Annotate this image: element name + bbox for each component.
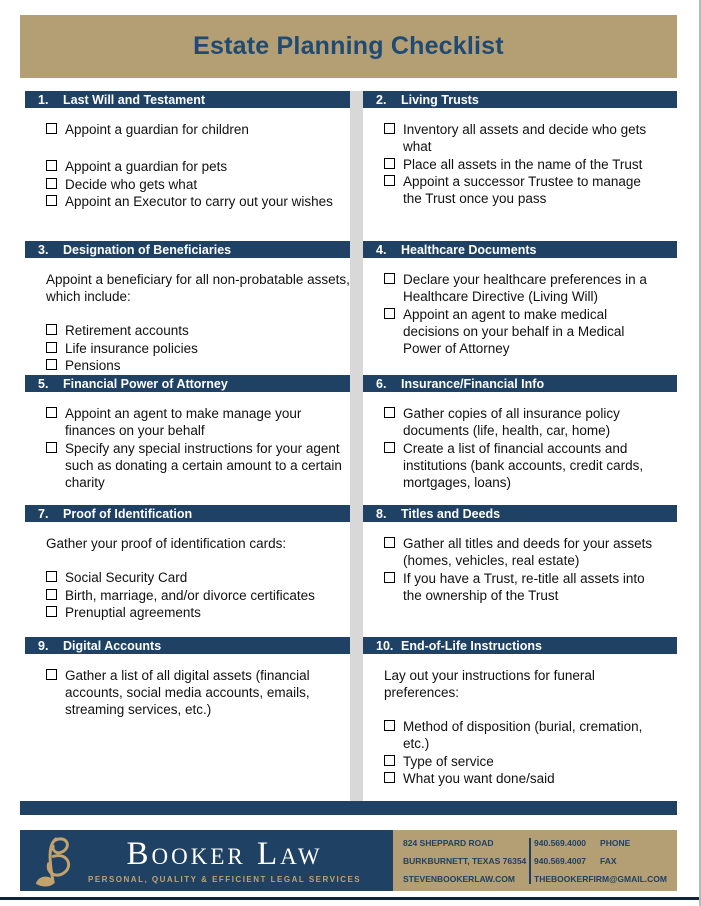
section-healthcare-documents — [363, 241, 677, 375]
footer-separator-bar — [20, 801, 677, 815]
section-title: Last Will and Testament — [63, 92, 206, 107]
checkbox[interactable] — [384, 407, 395, 418]
section-header — [25, 241, 350, 258]
checklist-item-text: Appoint a guardian for children — [65, 122, 249, 137]
section-title: Titles and Deeds — [401, 506, 501, 521]
checklist-item — [46, 340, 350, 357]
brand-tagline: PERSONAL, QUALITY & EFFICIENT LEGAL SERVICES — [88, 874, 362, 884]
section-number: 2. — [376, 92, 387, 107]
checkbox[interactable] — [46, 407, 57, 418]
checkbox[interactable] — [384, 772, 395, 783]
checklist-item-text: What you want done/said — [403, 771, 555, 786]
address-line-1: 824 SHEPPARD ROAD — [403, 837, 494, 848]
checkbox[interactable] — [46, 359, 57, 370]
section-living-trusts — [363, 91, 677, 241]
checklist-item — [46, 405, 350, 439]
checklist-item — [384, 156, 663, 173]
checklist-item — [46, 604, 350, 621]
checklist-item-text: Appoint an agent to make medical decisions on your behalf in a Medical Power of Attorney — [403, 306, 625, 356]
checkbox[interactable] — [46, 589, 57, 600]
checklist-item — [384, 306, 663, 357]
section-digital-accounts — [25, 637, 350, 801]
checklist-item-text: Pensions — [65, 358, 121, 373]
checkbox[interactable] — [46, 195, 57, 206]
checklist-item-text: Prenuptial agreements — [65, 605, 201, 620]
checklist-item-text: Decide who gets what — [65, 176, 198, 192]
checklist-item — [384, 570, 663, 604]
section-number: 7. — [38, 506, 49, 521]
section-intro: Gather your proof of identification cards: — [46, 536, 287, 551]
checklist-item-text: Create a list of financial accounts and institutions (bank accounts, credit cards, mortgages, loans) — [403, 440, 644, 490]
checkbox[interactable] — [46, 123, 57, 134]
checklist-item-text: Method of disposition (burial, cremation, etc.) — [403, 719, 643, 751]
footer-phone-column — [534, 834, 667, 888]
section-number: 9. — [38, 638, 49, 653]
checklist-item — [46, 121, 350, 138]
section-number: 5. — [38, 376, 49, 391]
checklist-item — [46, 440, 350, 491]
section-header — [25, 505, 350, 522]
booker-law-logo-icon — [32, 834, 78, 888]
section-title: Designation of Beneficiaries — [63, 242, 232, 257]
footer-brand-block — [20, 830, 393, 891]
checklist-item-text: Appoint a successor Trustee to manage the Trust once you pass — [403, 174, 641, 206]
checklist-item-text: Inventory all assets and decide who gets what — [403, 122, 647, 154]
checkbox[interactable] — [384, 572, 395, 583]
section-title: Insurance/Financial Info — [401, 376, 545, 391]
section-number: 3. — [38, 242, 49, 257]
section-header — [363, 637, 677, 654]
checklist-item — [384, 173, 663, 207]
checklist-item — [46, 667, 350, 718]
section-designation-of-beneficiaries — [25, 241, 350, 375]
section-title: End-of-Life Instructions — [401, 638, 542, 653]
section-insurance-financial-info — [363, 375, 677, 505]
checklist-item-text: Type of service — [403, 753, 494, 769]
checkbox[interactable] — [384, 755, 395, 766]
website: STEVENBOOKERLAW.COM — [403, 873, 515, 884]
checklist-item-text: Specify any special instructions for your agent such as donating a certain amount to a certain charity — [65, 440, 342, 490]
checklist-item-text: Birth, marriage, and/or divorce certificates — [65, 587, 315, 603]
checklist-item-text: Appoint an agent to make manage your finances on your behalf — [65, 406, 302, 438]
footer — [20, 830, 677, 891]
section-number: 10. — [376, 638, 394, 653]
fax-number: 940.569.4007 — [534, 855, 587, 866]
section-header — [363, 375, 677, 392]
checklist-item-text: If you have a Trust, re-title all assets into the ownership of the Trust — [403, 570, 645, 603]
checklist-item — [384, 405, 663, 439]
checkbox[interactable] — [384, 720, 395, 731]
checkbox[interactable] — [46, 160, 57, 171]
checkbox[interactable] — [384, 123, 395, 134]
section-financial-power-of-attorney — [25, 375, 350, 505]
footer-contact-block — [393, 830, 677, 891]
checklist-item — [384, 753, 663, 770]
checklist-item — [46, 587, 350, 604]
checklist-item-text: Gather all titles and deeds for your assets (homes, vehicles, real estate) — [403, 536, 653, 568]
checklist-item — [46, 569, 350, 586]
checkbox[interactable] — [46, 442, 57, 453]
checklist-item-text: Appoint an Executor to carry out your wishes — [65, 194, 333, 209]
section-title: Proof of Identification — [63, 506, 193, 521]
phone-label: PHONE — [600, 837, 631, 848]
checklist-item — [46, 322, 350, 339]
checkbox[interactable] — [384, 175, 395, 186]
checkbox[interactable] — [384, 273, 395, 284]
checkbox[interactable] — [46, 669, 57, 680]
checklist-content — [25, 91, 677, 801]
address-line-2: BURKBURNETT, TEXAS 76354 — [403, 855, 527, 866]
title-banner — [20, 15, 677, 78]
footer-address-column — [403, 834, 526, 888]
section-title: Healthcare Documents — [401, 242, 537, 257]
checklist-item — [46, 176, 350, 193]
checklist-item — [46, 357, 350, 374]
checkbox[interactable] — [384, 308, 395, 319]
checklist-item — [384, 718, 663, 752]
checklist-item-text: Place all assets in the name of the Trust — [403, 156, 643, 172]
page-bottom-rule — [0, 897, 701, 900]
section-titles-and-deeds — [363, 505, 677, 637]
email: THEBOOKERFIRM@GMAIL.COM — [534, 873, 667, 884]
checklist-item — [384, 271, 663, 305]
checkbox[interactable] — [46, 178, 57, 189]
checklist-item-text: Gather copies of all insurance policy documents (life, health, car, home) — [403, 406, 620, 438]
checkbox[interactable] — [46, 571, 57, 582]
checklist-item — [46, 158, 350, 175]
checklist-item-text: Gather a list of all digital assets (financial accounts, social media accounts, emails, streaming services, etc.) — [65, 668, 310, 717]
section-intro: Appoint a beneficiary for all non-probatable assets, which include: — [46, 272, 350, 304]
checklist-item-text: Appoint a guardian for pets — [65, 159, 228, 174]
checklist-item-text: Social Security Card — [65, 570, 188, 585]
checkbox[interactable] — [46, 324, 57, 335]
section-header — [25, 91, 350, 108]
checkbox[interactable] — [46, 606, 57, 617]
footer-contact-divider — [529, 838, 531, 884]
checklist-item-text: Retirement accounts — [65, 323, 189, 338]
checklist-item — [384, 121, 663, 155]
section-proof-of-identification — [25, 505, 350, 637]
section-number: 8. — [376, 506, 387, 521]
phone-number: 940.569.4000 — [534, 837, 587, 848]
section-number: 6. — [376, 376, 387, 391]
checkbox[interactable] — [384, 537, 395, 548]
page-title: Estate Planning Checklist — [193, 32, 504, 60]
section-header — [363, 505, 677, 522]
checklist-item — [384, 440, 663, 491]
section-title: Financial Power of Attorney — [63, 376, 228, 391]
section-header — [363, 241, 677, 258]
checklist-item — [46, 193, 350, 210]
checklist-item-text: Life insurance policies — [65, 340, 198, 356]
section-header — [363, 91, 677, 108]
checklist-item — [384, 770, 663, 787]
section-title: Digital Accounts — [63, 638, 162, 653]
checkbox[interactable] — [46, 342, 57, 353]
section-number: 1. — [38, 92, 49, 107]
checkbox[interactable] — [384, 442, 395, 453]
checklist-item — [384, 535, 663, 569]
fax-label: FAX — [600, 855, 617, 866]
section-title: Living Trusts — [401, 92, 479, 107]
section-last-will — [25, 91, 350, 241]
section-intro: Lay out your instructions for funeral preferences: — [384, 668, 595, 700]
section-end-of-life-instructions — [363, 637, 677, 801]
section-header — [25, 637, 350, 654]
brand-name: Booker Law — [126, 835, 323, 872]
section-header — [25, 375, 350, 392]
checklist-item-text: Declare your healthcare preferences in a Healthcare Directive (Living Will) — [403, 272, 647, 304]
section-number: 4. — [376, 242, 387, 257]
checkbox[interactable] — [384, 158, 395, 169]
